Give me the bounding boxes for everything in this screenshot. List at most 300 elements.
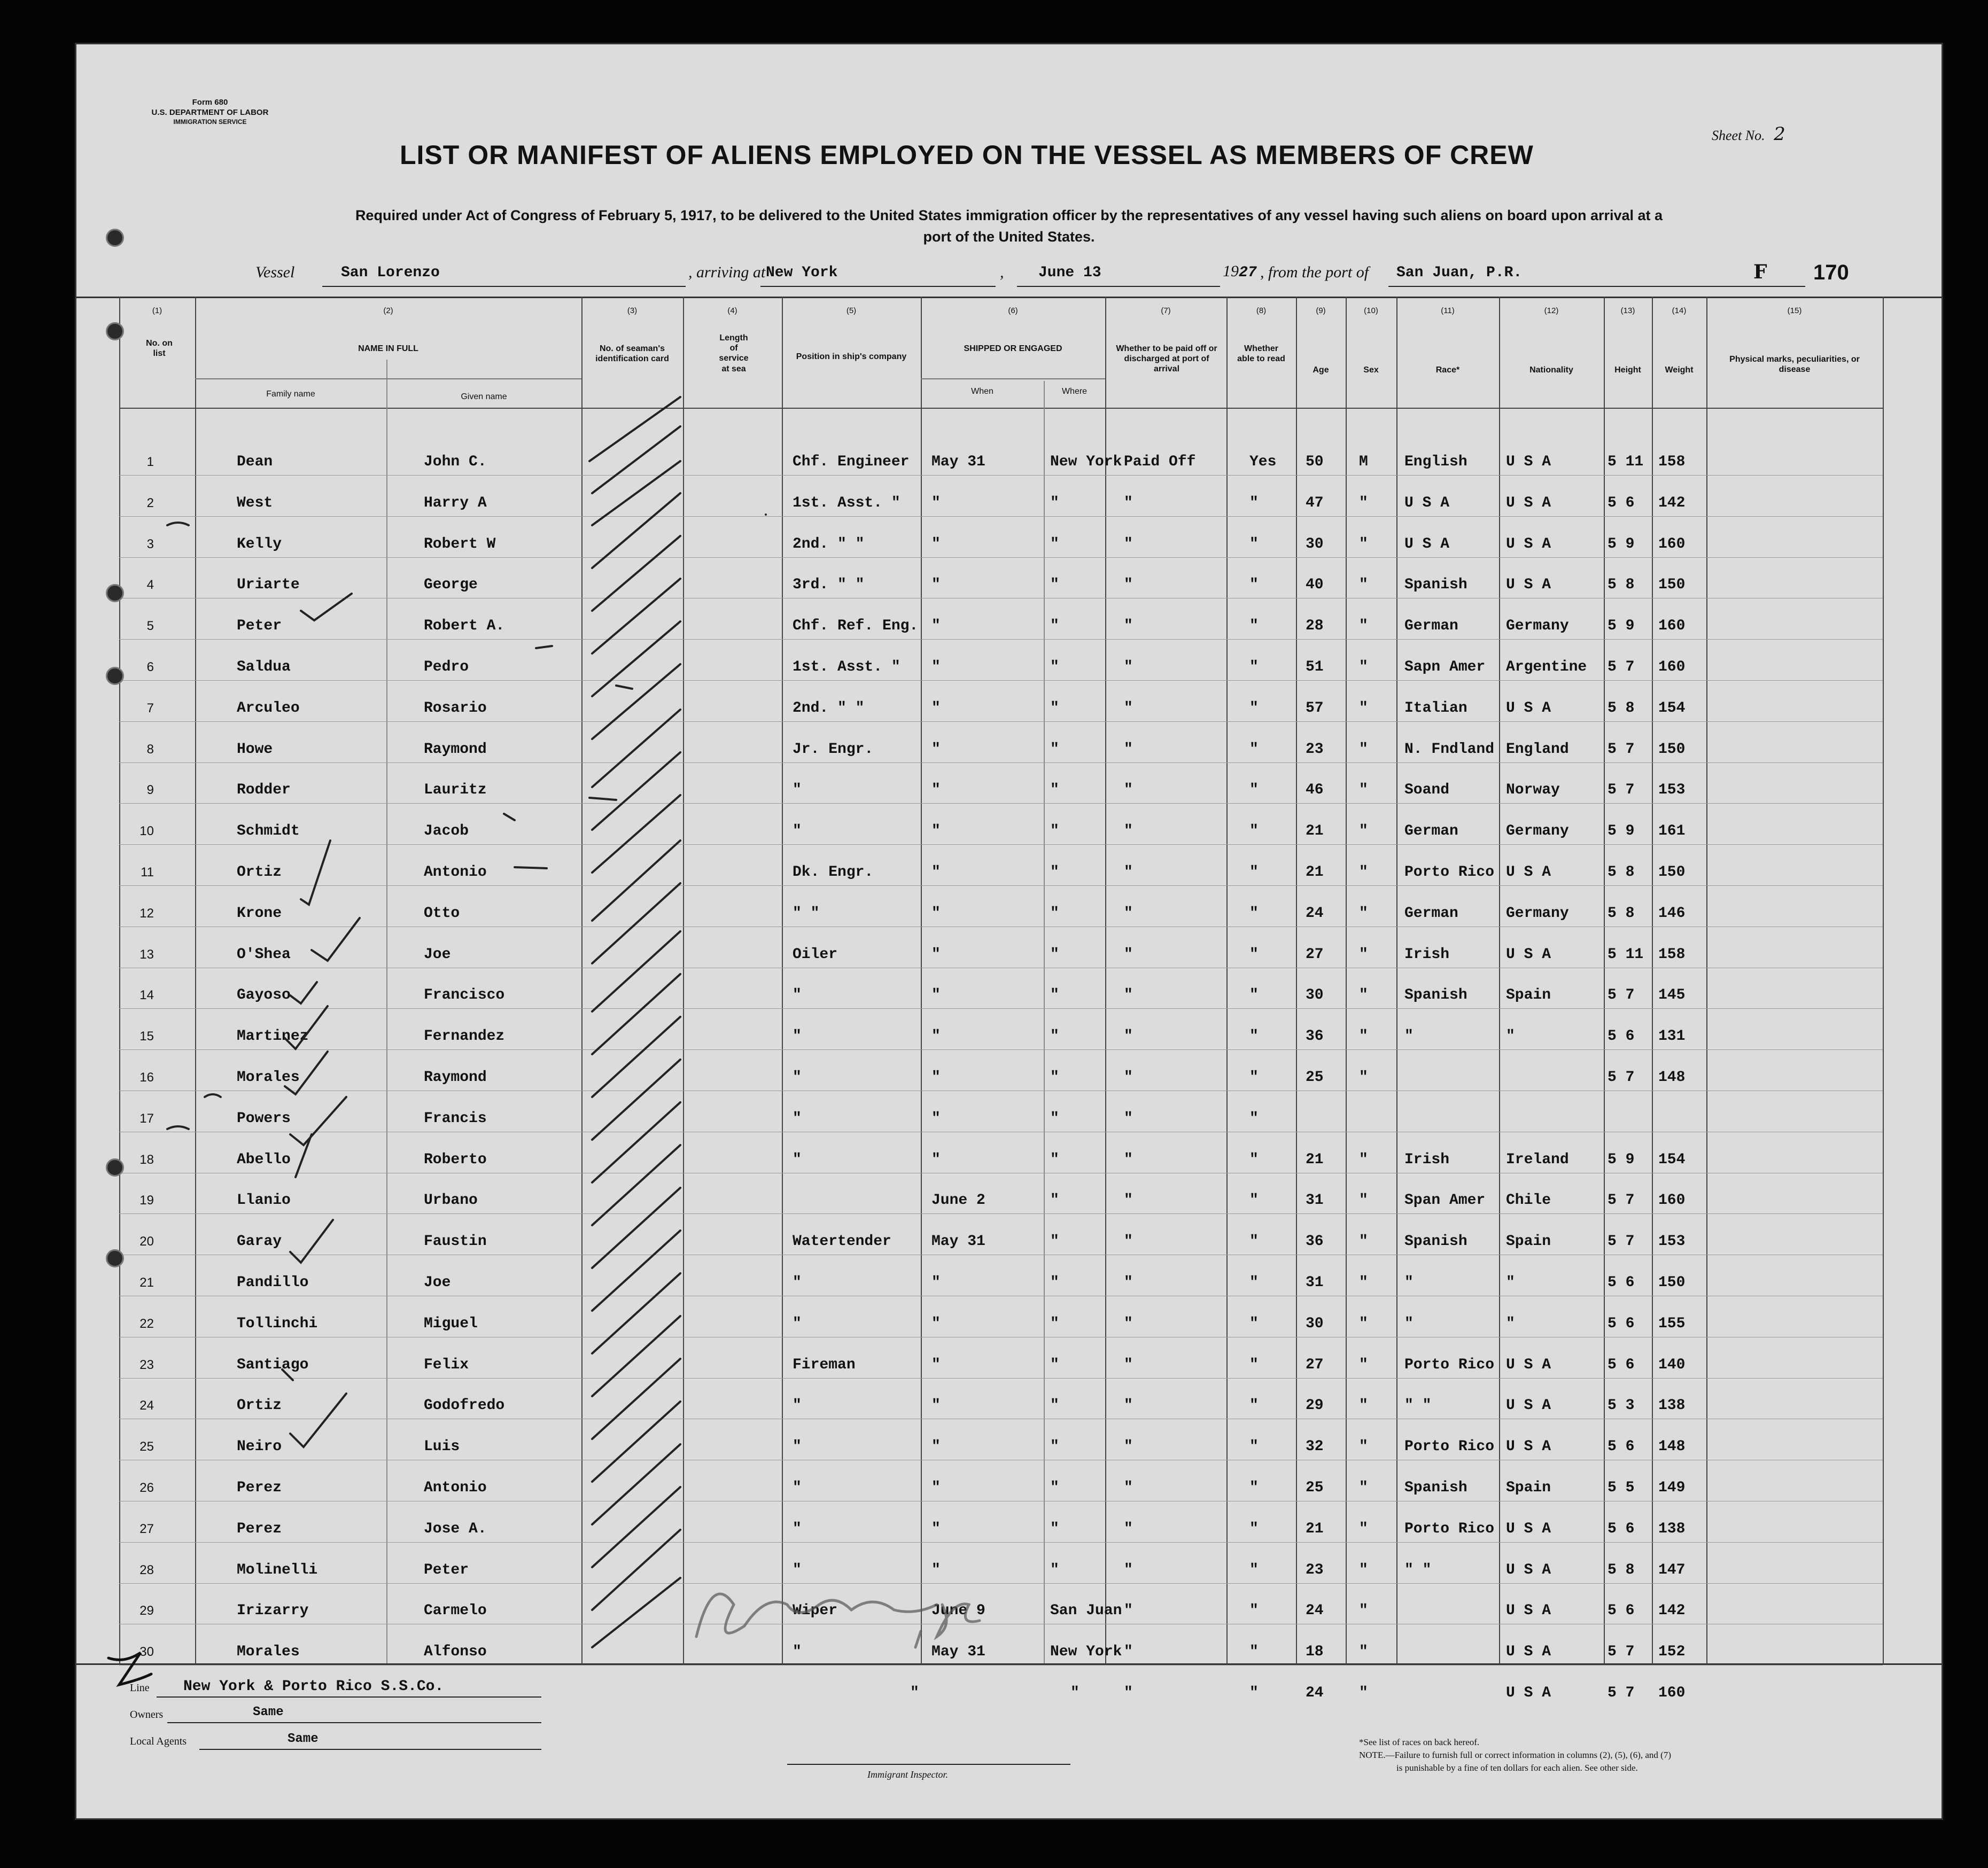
row-number-cell: 6 — [146, 660, 154, 674]
paid-off-cell: " — [1124, 864, 1133, 881]
row-number-cell: 14 — [139, 988, 154, 1003]
col-num-15: (15) — [1787, 306, 1802, 315]
position-cell: Chf. Ref. Eng. — [793, 618, 919, 635]
age-cell: 24 — [1306, 905, 1324, 922]
weight-cell: 150 — [1658, 864, 1686, 881]
sex-cell: " — [1359, 1644, 1368, 1661]
family-name-cell: Krone — [237, 905, 282, 922]
family-name-cell: Ortiz — [237, 1397, 282, 1414]
nationality-cell: U S A — [1506, 1685, 1551, 1701]
given-name-cell: Antonio — [424, 864, 487, 881]
age-cell: 50 — [1306, 454, 1324, 470]
shipped-when-cell: " — [931, 577, 941, 594]
nationality-cell: " — [1506, 1274, 1515, 1291]
nationality-cell: Norway — [1506, 782, 1560, 799]
weight-cell: 149 — [1658, 1480, 1686, 1496]
position-cell: Dk. Engr. — [793, 864, 874, 881]
col-header-height: Height — [1614, 365, 1641, 375]
given-name-cell: Peter — [424, 1561, 469, 1578]
height-cell: 5 6 — [1608, 1602, 1635, 1620]
height-cell: 5 8 — [1608, 864, 1635, 881]
note-line-1: NOTE.—Failure to furnish full or correct information in columns (2), (5), (6), and (7) — [1359, 1750, 1671, 1760]
shipped-when-cell: " — [931, 905, 941, 922]
age-cell: 21 — [1306, 864, 1324, 881]
nationality-cell: " — [1506, 1315, 1515, 1332]
position-cell: " — [793, 1028, 802, 1045]
family-name-cell: Kelly — [237, 535, 282, 552]
able-to-read-cell: " — [1249, 699, 1259, 717]
paid-off-cell: " — [1124, 1274, 1133, 1291]
paid-off-cell: " — [1124, 535, 1133, 552]
race-cell: Span Amer — [1404, 1192, 1486, 1209]
paid-off-cell: " — [1124, 659, 1133, 675]
ref-number: 170 — [1813, 261, 1849, 284]
height-cell: 5 11 — [1608, 946, 1644, 963]
shipped-where-cell: " — [1050, 864, 1059, 881]
row-number-cell: 1 — [146, 455, 154, 469]
weight-cell: 148 — [1658, 1438, 1686, 1456]
given-name-cell: Alfonso — [424, 1644, 487, 1661]
family-name-cell: Morales — [237, 1644, 300, 1661]
able-to-read-cell: " — [1249, 535, 1259, 552]
position-cell: Fireman — [793, 1356, 856, 1373]
position-cell: " — [793, 1561, 802, 1578]
position-cell: " " — [793, 905, 820, 922]
page-title: LIST OR MANIFEST OF ALIENS EMPLOYED ON THE VESSEL AS MEMBERS OF CREW — [400, 140, 1534, 170]
sex-cell: " — [1359, 577, 1368, 594]
punch-hole — [106, 584, 124, 602]
height-cell: 5 7 — [1608, 659, 1635, 675]
shipped-where-cell: " — [1050, 1233, 1059, 1250]
sex-cell: " — [1359, 864, 1368, 881]
shipped-where-cell: " — [1050, 1438, 1059, 1456]
arrival-year: 1927 — [1223, 262, 1257, 281]
given-name-cell: Rosario — [424, 699, 487, 717]
given-name-cell: Urbano — [424, 1192, 478, 1209]
able-to-read-cell: " — [1249, 1028, 1259, 1045]
shipped-when-cell: " — [931, 1315, 941, 1332]
shipped-when-cell: " — [931, 741, 941, 758]
given-name-cell: Robert A. — [424, 618, 505, 635]
race-cell: " — [1404, 1274, 1414, 1291]
position-cell: " — [910, 1685, 919, 1701]
shipped-where-cell: " — [1050, 1028, 1059, 1045]
age-cell: 21 — [1306, 1151, 1324, 1168]
shipped-when-cell: " — [931, 494, 941, 511]
weight-cell: 150 — [1658, 741, 1686, 758]
row-number-cell: 25 — [139, 1439, 154, 1454]
age-cell: 30 — [1306, 987, 1324, 1004]
position-cell: Oiler — [793, 946, 838, 963]
col-header-family: Family name — [266, 390, 315, 399]
shipped-where-cell: " — [1050, 946, 1059, 963]
race-cell: " " — [1404, 1397, 1432, 1414]
height-cell: 5 6 — [1608, 1028, 1635, 1045]
shipped-where-cell: " — [1050, 1110, 1059, 1127]
punch-hole — [106, 1158, 124, 1177]
age-cell: 24 — [1306, 1602, 1324, 1620]
nationality-cell: U S A — [1506, 1561, 1551, 1578]
position-cell: Chf. Engineer — [793, 454, 910, 470]
shipped-when-cell: " — [931, 987, 941, 1004]
able-to-read-cell: " — [1249, 946, 1259, 963]
position-cell: " — [793, 823, 802, 840]
age-cell: 51 — [1306, 659, 1324, 675]
shipped-where-cell: " — [1050, 1069, 1059, 1086]
height-cell: 5 3 — [1608, 1397, 1635, 1414]
sex-cell: " — [1359, 1438, 1368, 1456]
shipped-where-cell: " — [1050, 1480, 1059, 1496]
position-cell: Wiper — [793, 1602, 838, 1620]
weight-cell: 153 — [1658, 782, 1686, 799]
race-cell: Irish — [1404, 946, 1450, 963]
sex-cell: " — [1359, 1233, 1368, 1250]
race-note: *See list of races on back hereof. — [1359, 1737, 1480, 1747]
row-number-cell: 2 — [146, 495, 154, 510]
paid-off-cell: " — [1124, 1192, 1133, 1209]
age-cell: 40 — [1306, 577, 1324, 594]
position-cell: Watertender — [793, 1233, 891, 1250]
sex-cell: " — [1359, 946, 1368, 963]
age-cell: 27 — [1306, 1356, 1324, 1373]
sex-cell: " — [1359, 905, 1368, 922]
able-to-read-cell: " — [1249, 864, 1259, 881]
race-cell: Spanish — [1404, 577, 1467, 594]
paid-off-cell: " — [1124, 618, 1133, 635]
nationality-cell: Spain — [1506, 1233, 1551, 1250]
height-cell: 5 6 — [1608, 1274, 1635, 1291]
shipped-when-cell: " — [931, 946, 941, 963]
able-to-read-cell: " — [1249, 659, 1259, 675]
given-name-cell: Godofredo — [424, 1397, 505, 1414]
family-name-cell: Dean — [237, 454, 273, 470]
race-cell: Spanish — [1404, 987, 1467, 1004]
col-num-8: (8) — [1256, 306, 1267, 315]
height-cell: 5 7 — [1608, 1192, 1635, 1209]
ink-marks — [76, 44, 1942, 1818]
sex-cell: " — [1359, 1069, 1368, 1086]
race-cell: Spanish — [1404, 1233, 1467, 1250]
sex-cell: " — [1359, 1151, 1368, 1168]
race-cell: German — [1404, 905, 1458, 922]
paid-off-cell: " — [1124, 494, 1133, 511]
shipped-when-cell: " — [931, 535, 941, 552]
punch-hole — [106, 229, 124, 247]
col-header-paid-off: Whether to be paid off or discharged at port of arrival — [1116, 344, 1217, 374]
shipped-where-cell: New York — [1050, 1644, 1122, 1661]
given-name-cell: George — [424, 577, 478, 594]
given-name-cell: Pedro — [424, 659, 469, 675]
height-cell: 5 9 — [1608, 535, 1635, 552]
sex-cell: " — [1359, 535, 1368, 552]
position-cell: " — [793, 1069, 802, 1086]
age-cell: 25 — [1306, 1069, 1324, 1086]
given-name-cell: John C. — [424, 454, 487, 470]
line-value: New York & Porto Rico S.S.Co. — [183, 1678, 444, 1695]
age-cell: 23 — [1306, 1561, 1324, 1578]
weight-cell: 140 — [1658, 1356, 1686, 1373]
weight-cell: 148 — [1658, 1069, 1686, 1086]
nationality-cell: U S A — [1506, 946, 1551, 963]
weight-cell: 154 — [1658, 1151, 1686, 1168]
height-cell: 5 7 — [1608, 741, 1635, 758]
position-cell: " — [793, 1315, 802, 1332]
paid-off-cell: " — [1124, 823, 1133, 840]
family-name-cell: Saldua — [237, 659, 291, 675]
race-cell: German — [1404, 618, 1458, 635]
paid-off-cell: " — [1124, 1644, 1133, 1661]
col-num-3: (3) — [627, 306, 638, 315]
weight-cell: 131 — [1658, 1028, 1686, 1045]
agents-label: Local Agents — [130, 1735, 187, 1747]
row-number-cell: 28 — [139, 1562, 154, 1577]
nationality-cell: Spain — [1506, 987, 1551, 1004]
able-to-read-cell: " — [1249, 1233, 1259, 1250]
shipped-where-cell: " — [1050, 1315, 1059, 1332]
shipped-where-cell: " — [1050, 1561, 1059, 1578]
paid-off-cell: " — [1124, 699, 1133, 717]
col-header-where: Where — [1061, 387, 1088, 396]
shipped-when-cell: " — [931, 659, 941, 675]
row-number-cell: 17 — [139, 1111, 154, 1126]
punch-hole — [106, 1249, 124, 1267]
able-to-read-cell: " — [1249, 1644, 1259, 1661]
height-cell: 5 6 — [1608, 1315, 1635, 1332]
paid-off-cell: " — [1124, 1233, 1133, 1250]
sex-cell: " — [1359, 1397, 1368, 1414]
race-cell: U S A — [1404, 494, 1450, 511]
able-to-read-cell: " — [1249, 618, 1259, 635]
able-to-read-cell: " — [1249, 987, 1259, 1004]
race-cell: " — [1404, 1315, 1414, 1332]
position-cell: " — [793, 1438, 802, 1456]
shipped-when-cell: " — [931, 823, 941, 840]
able-to-read-cell: " — [1249, 1438, 1259, 1456]
nationality-cell: Germany — [1506, 618, 1569, 635]
shipped-when-cell: " — [931, 1520, 941, 1537]
age-cell: 18 — [1306, 1644, 1324, 1661]
row-number-cell: 27 — [139, 1521, 154, 1536]
family-name-cell: Pandillo — [237, 1274, 309, 1291]
height-cell: 5 9 — [1608, 1151, 1635, 1168]
col-num-9: (9) — [1316, 306, 1326, 315]
age-cell: 47 — [1306, 494, 1324, 511]
shipped-where-cell: " — [1050, 1151, 1059, 1168]
row-number-cell: 22 — [139, 1316, 154, 1331]
height-cell: 5 11 — [1608, 454, 1644, 470]
height-cell: 5 8 — [1608, 1561, 1635, 1578]
race-cell: Porto Rico — [1404, 1520, 1495, 1537]
family-name-cell: Molinelli — [237, 1561, 318, 1578]
nationality-cell: U S A — [1506, 864, 1551, 881]
weight-cell: 158 — [1658, 454, 1686, 470]
able-to-read-cell: " — [1249, 1151, 1259, 1168]
sex-cell: " — [1359, 494, 1368, 511]
sheet-value: 2 — [1774, 123, 1785, 145]
family-name-cell: Rodder — [237, 782, 291, 799]
family-name-cell: Howe — [237, 741, 273, 758]
height-cell: 5 7 — [1608, 1685, 1635, 1701]
height-cell: 5 9 — [1608, 823, 1635, 840]
given-name-cell: Miguel — [424, 1315, 478, 1332]
sex-cell: " — [1359, 618, 1368, 635]
col-num-5: (5) — [846, 306, 857, 315]
family-name-cell: Santiago — [237, 1356, 309, 1373]
weight-cell: 142 — [1658, 1602, 1686, 1620]
shipped-when-cell: " — [931, 1151, 941, 1168]
able-to-read-cell: " — [1249, 577, 1259, 594]
shipped-where-cell: " — [1050, 618, 1059, 635]
given-name-cell: Jacob — [424, 823, 469, 840]
paid-off-cell: " — [1124, 905, 1133, 922]
able-to-read-cell: " — [1249, 494, 1259, 511]
given-name-cell: Joe — [424, 946, 451, 963]
height-cell: 5 6 — [1608, 1356, 1635, 1373]
weight-cell: 138 — [1658, 1520, 1686, 1537]
position-cell: 2nd. " " — [793, 535, 865, 552]
col-num-13: (13) — [1620, 306, 1635, 315]
given-name-cell: Carmelo — [424, 1602, 487, 1620]
col-header-given: Given name — [461, 392, 507, 401]
col-header-id-card: No. of seaman's identification card — [595, 344, 669, 364]
arrival-date: June 13 — [1038, 264, 1101, 281]
row-number-cell: 23 — [139, 1357, 154, 1372]
paid-off-cell: " — [1124, 1397, 1133, 1414]
shipped-when-cell: May 31 — [931, 1233, 985, 1250]
position-cell: " — [793, 782, 802, 799]
able-to-read-cell: " — [1249, 1685, 1259, 1701]
weight-cell: 150 — [1658, 1274, 1686, 1291]
family-name-cell: Martinez — [237, 1028, 309, 1045]
nationality-cell: Spain — [1506, 1480, 1551, 1496]
paid-off-cell: " — [1124, 1069, 1133, 1086]
paid-off-cell: " — [1124, 946, 1133, 963]
sex-cell: " — [1359, 782, 1368, 799]
shipped-when-cell: " — [931, 1069, 941, 1086]
shipped-where-cell: " — [1070, 1685, 1080, 1701]
family-name-cell: Neiro — [237, 1438, 282, 1456]
from-port: San Juan, P.R. — [1396, 264, 1523, 281]
shipped-where-cell: New York — [1050, 454, 1122, 470]
col-header-read: Whether able to read — [1237, 344, 1285, 364]
position-cell: 1st. Asst. " — [793, 659, 900, 675]
row-number-cell: 16 — [139, 1070, 154, 1085]
given-name-cell: Robert W — [424, 535, 496, 552]
position-cell: 1st. Asst. " — [793, 494, 900, 511]
col-header-age: Age — [1313, 365, 1329, 375]
race-cell: " — [1404, 1028, 1414, 1045]
shipped-where-cell: " — [1050, 823, 1059, 840]
manifest-sheet: Form 680 U.S. DEPARTMENT OF LABOR IMMIGRATION SERVICE Sheet No. 2 LIST OR MANIFEST OF ALIENS EMPLOYED ON THE VESSEL AS MEMBERS OF CREW Required under Act of Congress of February 5, 1917, to be delivered to the United States immigration officer by the representatives of any vessel having such aliens on board upon arrival at a port of the United States. Vessel San Lorenzo , arriving at New York , June 13 1927 , from the port of San Juan, P.R. F 170 (1) (2) (3) (4) (5) (6) (7) (8) (9) (10) (11) (12) (13) (14) (15) No. on list NAME IN FULL Family name Given name No. of seaman's identification card Length of service at sea Position in ship's company SHIPPED OR ENGAGED When Where Whether to be paid off or discharged at port of arrival Whether able to read Age Sex Race* Nationality Height Weight Physical marks, peculiarities, or disease 1 Dean John C. Chf. Engineer May 31 New York Paid Off Yes 50 M English U S A 5 11 158 2 West Harry A 1st. Asst. " " " " " 47 " U S A U S A 5 6 142 3 Kelly Robert W 2nd. " " " " " " 30 " U S A U S A 5 9 160 4 Uriarte George 3rd. " " " " " " 40 " Spanish U S A 5 8 150 5 Peter Robert A. Chf. Ref. Eng. " " " " 28 " German Germany 5 9 160 6 Saldua Pedro 1st. Asst. " " " " " 51 " Sapn Amer Argentine 5 7 160 7 Arculeo Rosario 2nd. " " " " " " 57 " Italian U S A 5 8 154 8 Howe Raymond Jr. Engr. " " " " 23 " N. Fndland England 5 7 150 9 Rodder Lauritz " " " " " 46 " Soand Norway 5 7 153 10 Schmidt Jacob " " " " " 21 " German Germany 5 9 161 11 Ortiz Antonio Dk. Engr. " " " " 21 " Porto Rico U S A 5 8 150 12 Krone Otto " " " " " " 24 " German Germany 5 8 146 13 O'Shea Joe Oiler " " " " 27 " Irish U S A 5 11 158 14 Gayoso Francisco " " " " " 30 " Spanish Spain 5 7 145 15 Martinez Fernandez " " " " " 36 " " " 5 6 131 16 Morales Raymond " " " " " 25 " 5 7 148 17 Powers Francis " " " " " 18 Abello Roberto " " " " " 21 " Irish Ireland 5 9 154 19 Llanio Urbano June 2 " " " 31 " Span Amer Chile 5 7 160 20 Garay Faustin Watertender May 31 " " " 36 " Spanish Spain 5 7 153 21 Pandillo Joe " " " " " 31 " " " 5 6 150 22 Tollinchi Miguel " " " " " 30 " " " 5 6 155 23 Santiago Felix Fireman " " " " 27 " Porto Rico U S A 5 6 140 24 Ortiz Godofredo " " " " " 29 " " " U S A 5 3 138 25 Neiro Luis " " " " " 32 " Porto Rico U S A 5 6 148 26 Perez Antonio " " " " " 25 " Spanish Spain 5 5 149 27 Perez Jose A. " " " " " 21 " Porto Rico U S A 5 6 138 28 Molinelli Peter " " " " " 23 " " " U S A 5 8 147 29 Irizarry Carmelo Wiper June 9 San Juan " " 24 " U S A 5 6 142 30 Morales Alfonso " May 31 New York " " 18 " U S A 5 7 152 " " " " 24 " U S A 5 7 160 Line New York & Porto Rico S.S.Co. Owners Same Local Agents Same Immigrant Inspector. *See list of races on back hereof. NOTE.—Failure to furnish full or correct information in columns (2), (5), (6), and (7) is punishable by a fine of ten dollars for each alien. See other side. — [75, 43, 1943, 1820]
row-number-cell: 3 — [146, 536, 154, 551]
given-name-cell: Antonio — [424, 1480, 487, 1496]
vessel-name: San Lorenzo — [341, 264, 440, 281]
height-cell: 5 6 — [1608, 494, 1635, 511]
row-number-cell: 7 — [146, 700, 154, 715]
shipped-where-cell: " — [1050, 782, 1059, 799]
able-to-read-cell: " — [1249, 741, 1259, 758]
service: IMMIGRATION SERVICE — [173, 118, 247, 126]
given-name-cell: Francisco — [424, 987, 505, 1004]
paid-off-cell: " — [1124, 1685, 1133, 1701]
age-cell: 29 — [1306, 1397, 1324, 1414]
family-name-cell: O'Shea — [237, 946, 291, 963]
race-cell: " " — [1404, 1561, 1432, 1578]
family-name-cell: Perez — [237, 1520, 282, 1537]
shipped-when-cell: " — [931, 1438, 941, 1456]
nationality-cell: Germany — [1506, 823, 1569, 840]
row-number-cell: 20 — [139, 1234, 154, 1249]
row-number-cell: 8 — [146, 742, 154, 757]
sex-cell: " — [1359, 1028, 1368, 1045]
weight-cell: 153 — [1658, 1233, 1686, 1250]
col-num-6: (6) — [1008, 306, 1018, 315]
family-name-cell: Gayoso — [237, 987, 291, 1004]
shipped-where-cell: San Juan — [1050, 1602, 1122, 1620]
weight-cell: 161 — [1658, 823, 1686, 840]
sex-cell: " — [1359, 659, 1368, 675]
shipped-where-cell: " — [1050, 1274, 1059, 1291]
age-cell: 23 — [1306, 741, 1324, 758]
col-num-1: (1) — [152, 306, 162, 315]
col-num-11: (11) — [1441, 306, 1455, 315]
weight-cell: 155 — [1658, 1315, 1686, 1332]
paid-off-cell: " — [1124, 1028, 1133, 1045]
height-cell: 5 7 — [1608, 782, 1635, 799]
col-header-name: NAME IN FULL — [358, 344, 418, 353]
shipped-when-cell: " — [931, 1274, 941, 1291]
shipped-where-cell: " — [1050, 1356, 1059, 1373]
shipped-when-cell: June 9 — [931, 1602, 985, 1620]
family-name-cell: Tollinchi — [237, 1315, 318, 1332]
nationality-cell: U S A — [1506, 1356, 1551, 1373]
sex-cell: " — [1359, 1192, 1368, 1209]
nationality-cell: U S A — [1506, 1644, 1551, 1661]
shipped-when-cell: " — [931, 1561, 941, 1578]
nationality-cell: U S A — [1506, 1520, 1551, 1537]
position-cell: " — [793, 1151, 802, 1168]
weight-cell: 145 — [1658, 987, 1686, 1004]
family-name-cell: West — [237, 494, 273, 511]
paid-off-cell: " — [1124, 1520, 1133, 1537]
able-to-read-cell: " — [1249, 823, 1259, 840]
race-cell: English — [1404, 454, 1467, 470]
inspector-label: Immigrant Inspector. — [867, 1769, 948, 1780]
shipped-when-cell: May 31 — [931, 1644, 985, 1661]
family-name-cell: Llanio — [237, 1192, 291, 1209]
row-number-cell: 21 — [139, 1275, 154, 1290]
col-header-race: Race* — [1435, 365, 1460, 375]
paid-off-cell: " — [1124, 1151, 1133, 1168]
family-name-cell: Garay — [237, 1233, 282, 1250]
age-cell: 25 — [1306, 1480, 1324, 1496]
age-cell: 31 — [1306, 1274, 1324, 1291]
nationality-cell: U S A — [1506, 1397, 1551, 1414]
family-name-cell: Ortiz — [237, 864, 282, 881]
paid-off-cell: " — [1124, 577, 1133, 594]
given-name-cell: Joe — [424, 1274, 451, 1291]
shipped-when-cell: " — [931, 1110, 941, 1127]
able-to-read-cell: " — [1249, 1397, 1259, 1414]
col-header-physical: Physical marks, peculiarities, or disease — [1729, 355, 1860, 375]
nationality-cell: U S A — [1506, 1438, 1551, 1456]
paid-off-cell: Paid Off — [1124, 454, 1196, 470]
age-cell: 46 — [1306, 782, 1324, 799]
nationality-cell: England — [1506, 741, 1569, 758]
height-cell: 5 6 — [1608, 1520, 1635, 1537]
family-name-cell: Peter — [237, 618, 282, 635]
position-cell: Jr. Engr. — [793, 741, 874, 758]
